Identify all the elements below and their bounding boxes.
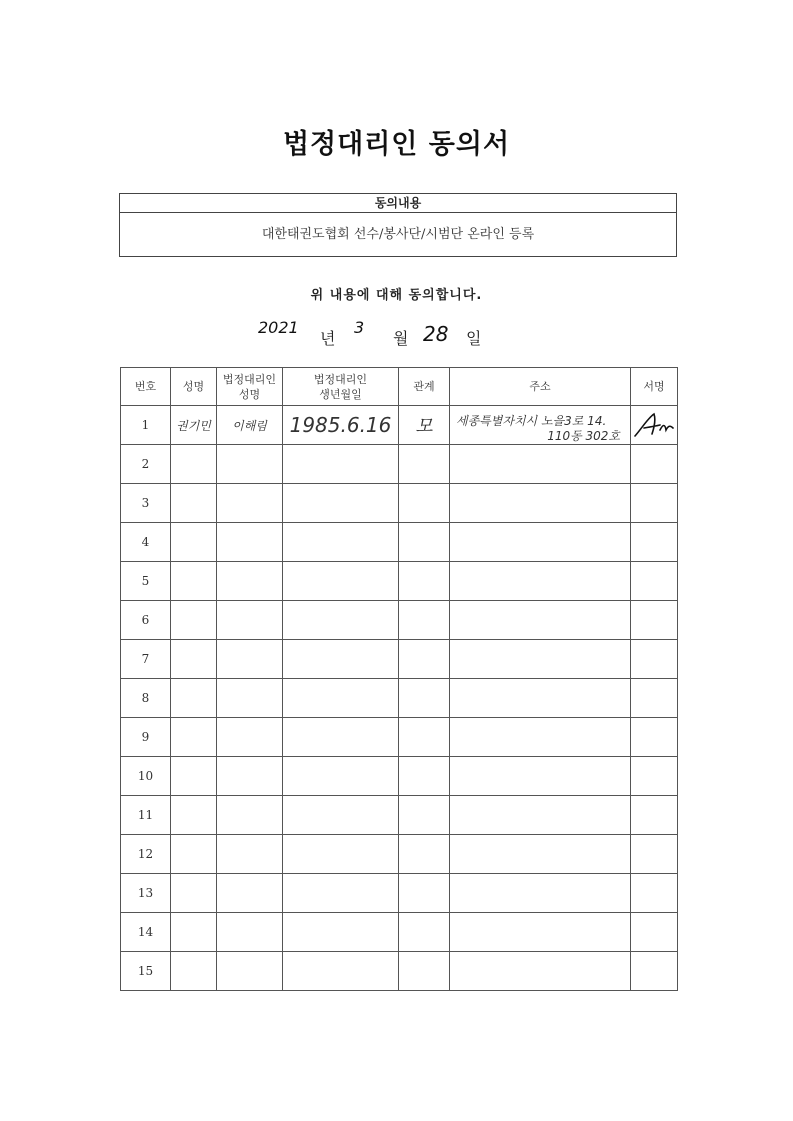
participant-name (171, 523, 217, 562)
address (450, 484, 631, 523)
date-month-label: 월 (393, 329, 409, 348)
address-line1: 세종특별자치시 노을3로 14. (456, 414, 607, 428)
table-header-row (121, 368, 678, 406)
guardian-name (217, 835, 283, 874)
address (450, 913, 631, 952)
date-month: 3 (354, 318, 365, 337)
row-number: 14 (121, 913, 171, 952)
guardian-birthdate (283, 913, 399, 952)
address (450, 679, 631, 718)
table-row (121, 796, 678, 835)
relation (399, 484, 450, 523)
header-number: 번호 (121, 368, 171, 406)
row-number: 7 (121, 640, 171, 679)
header-relation: 관계 (399, 368, 450, 406)
address (450, 640, 631, 679)
table-row (121, 718, 678, 757)
table-row (121, 952, 678, 991)
guardian-name (217, 952, 283, 991)
guardian-birthdate (283, 523, 399, 562)
row-number: 5 (121, 562, 171, 601)
address (450, 445, 631, 484)
relation (399, 640, 450, 679)
guardian-birthdate (283, 640, 399, 679)
relation (399, 718, 450, 757)
address (450, 952, 631, 991)
relation (399, 523, 450, 562)
date-year: 2021 (258, 318, 299, 337)
guardian-birthdate (283, 562, 399, 601)
guardian-name (217, 445, 283, 484)
address (450, 796, 631, 835)
guardian-name (217, 484, 283, 523)
signature-cell (631, 562, 678, 601)
signature-cell (631, 874, 678, 913)
row-number: 2 (121, 445, 171, 484)
relation (399, 796, 450, 835)
guardian-name (217, 913, 283, 952)
address (450, 562, 631, 601)
guardian-name: 이해림 (217, 406, 283, 445)
guardian-birthdate (283, 874, 399, 913)
signature-cell (631, 445, 678, 484)
consent-box (119, 193, 677, 257)
relation (399, 952, 450, 991)
header-address: 주소 (450, 368, 631, 406)
participant-name (171, 562, 217, 601)
table-row (121, 406, 678, 445)
table-row (121, 757, 678, 796)
row-number: 9 (121, 718, 171, 757)
address (450, 523, 631, 562)
header-guardian-birth-line2: 생년월일 (319, 387, 362, 401)
guardian-birthdate (283, 796, 399, 835)
signature-cell (631, 796, 678, 835)
participant-name (171, 913, 217, 952)
signature-cell (631, 913, 678, 952)
page-title: 법정대리인 동의서 (282, 129, 511, 160)
address (450, 874, 631, 913)
signature-cell (631, 484, 678, 523)
participant-name (171, 757, 217, 796)
row-number: 8 (121, 679, 171, 718)
participant-name (171, 640, 217, 679)
consent-body: 대한태권도협회 선수/봉사단/시범단 온라인 등록 (261, 227, 535, 242)
guardian-birthdate (283, 445, 399, 484)
signature-cell (631, 952, 678, 991)
participant-name (171, 484, 217, 523)
address (450, 757, 631, 796)
guardian-birthdate (283, 757, 399, 796)
table-row (121, 913, 678, 952)
table-row (121, 601, 678, 640)
guardian-birthdate (283, 952, 399, 991)
signature-cell (631, 679, 678, 718)
address (450, 835, 631, 874)
header-signature: 서명 (631, 368, 678, 406)
guardian-name (217, 757, 283, 796)
guardian-birthdate (283, 484, 399, 523)
relation (399, 757, 450, 796)
consent-heading: 동의내용 (120, 194, 676, 213)
guardian-name (217, 679, 283, 718)
date-year-label: 년 (320, 329, 336, 348)
signature-cell (631, 406, 678, 445)
guardian-name (217, 874, 283, 913)
participant-name (171, 874, 217, 913)
row-number: 10 (121, 757, 171, 796)
guardian-table (120, 367, 678, 991)
date-day: 28 (423, 322, 449, 346)
header-guardian-name-line1: 법정대리인 (222, 372, 277, 386)
row-number: 12 (121, 835, 171, 874)
signature-cell (631, 757, 678, 796)
relation (399, 835, 450, 874)
address (450, 601, 631, 640)
header-guardian-name (217, 368, 283, 406)
guardian-birthdate: 1985.6.16 (283, 406, 399, 445)
participant-name (171, 601, 217, 640)
table-row (121, 835, 678, 874)
row-number: 4 (121, 523, 171, 562)
guardian-birthdate (283, 679, 399, 718)
address (450, 406, 631, 445)
participant-name (171, 952, 217, 991)
participant-name (171, 796, 217, 835)
relation (399, 445, 450, 484)
header-guardian-name-line2: 성명 (238, 387, 261, 401)
participant-name (171, 445, 217, 484)
row-number: 15 (121, 952, 171, 991)
row-number: 3 (121, 484, 171, 523)
address (450, 718, 631, 757)
guardian-name (217, 601, 283, 640)
table-row (121, 679, 678, 718)
table-row (121, 523, 678, 562)
participant-name (171, 679, 217, 718)
row-number: 11 (121, 796, 171, 835)
guardian-name (217, 718, 283, 757)
guardian-name (217, 562, 283, 601)
participant-name: 권기민 (171, 406, 217, 445)
signature-cell (631, 640, 678, 679)
agreement-statement: 위 내용에 대해 동의합니다. (310, 288, 483, 303)
table-row (121, 562, 678, 601)
relation (399, 913, 450, 952)
header-name: 성명 (171, 368, 217, 406)
signature-mark (632, 410, 676, 440)
header-guardian-birth-line1: 법정대리인 (313, 372, 368, 386)
guardian-birthdate (283, 718, 399, 757)
row-number: 6 (121, 601, 171, 640)
address-line2: 110동 302호 (547, 429, 620, 443)
relation: 모 (399, 406, 450, 445)
guardian-birthdate (283, 601, 399, 640)
signature-cell (631, 835, 678, 874)
date-day-label: 일 (466, 329, 482, 348)
row-number: 13 (121, 874, 171, 913)
relation (399, 601, 450, 640)
table-row (121, 640, 678, 679)
guardian-birthdate (283, 835, 399, 874)
guardian-name (217, 796, 283, 835)
signature-cell (631, 601, 678, 640)
header-guardian-birth (283, 368, 399, 406)
signature-cell (631, 523, 678, 562)
row-number: 1 (121, 406, 171, 445)
relation (399, 679, 450, 718)
participant-name (171, 835, 217, 874)
relation (399, 874, 450, 913)
signature-cell (631, 718, 678, 757)
table-row (121, 874, 678, 913)
table-row (121, 484, 678, 523)
relation (399, 562, 450, 601)
guardian-name (217, 523, 283, 562)
guardian-name (217, 640, 283, 679)
participant-name (171, 718, 217, 757)
table-row (121, 445, 678, 484)
